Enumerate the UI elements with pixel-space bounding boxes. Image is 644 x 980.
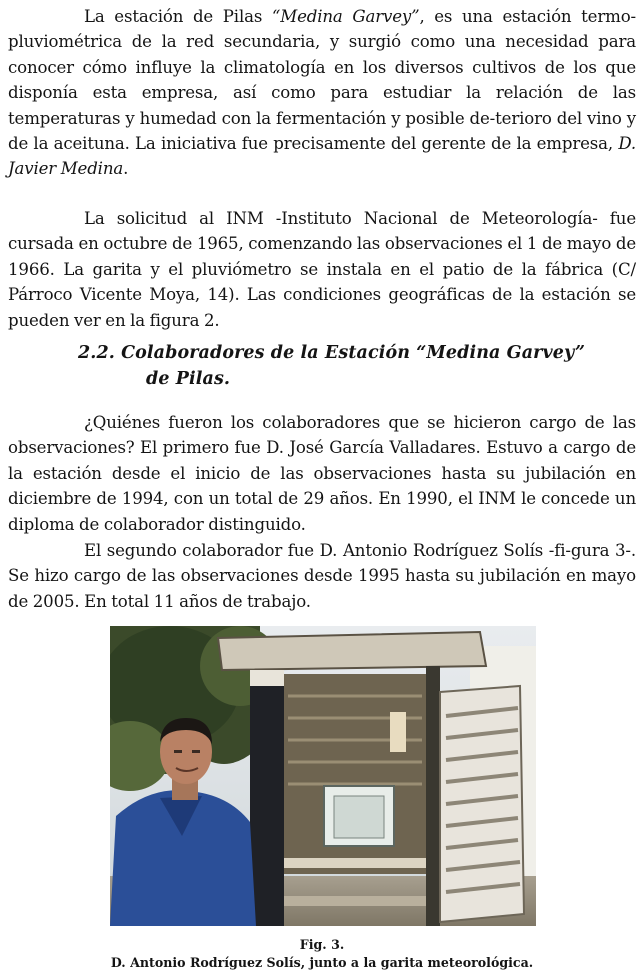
paragraph-text: . <box>123 159 129 179</box>
section-heading-line: de Pilas. <box>146 369 231 389</box>
figure-caption: D. Antonio Rodríguez Solís, junto a la garita meteorológica. <box>110 955 534 970</box>
paragraph-text: , es una estación termo-pluviométrica de la red secundaria, y surgió como una necesidad para conocer cómo influye la climatología en los diversos cultivos de los que disponía esta empresa, así como para estudiar la relación de las temperaturas y humedad con la fermentación y posible de-terioro del vino y de la aceituna. La iniciativa fue precisamente del gerente de la empresa, <box>8 7 637 154</box>
paragraph-second-collaborator: El segundo colaborador fue D. Antonio Rodríguez Solís -fi-gura 3-. Se hizo cargo de las observaciones desde 1995 hasta su jubilación en mayo de 2005. En total 11 años de trabajo. <box>8 541 636 611</box>
paragraph-station-intro <box>8 4 636 182</box>
station-name-emphasis: “Medina Garvey” <box>271 7 420 26</box>
section-heading-line: 2.2. Colaboradores de la Estación “Medina Garvey” <box>78 343 586 363</box>
manager-name-emphasis: D. Javier Medina <box>8 134 636 179</box>
figure-photo <box>110 626 536 926</box>
paragraph-first-collaborator: ¿Quiénes fueron los colaboradores que se hicieron cargo de las observaciones? El primero fue D. José García Valladares. Estuvo a cargo de la estación desde el inicio de las observaciones hasta su jubilación en diciembre de 1994, con un total de 29 años. En 1990, el INM le concede un diploma de colaborador distinguido. <box>8 413 636 534</box>
paragraph-text: La estación de Pilas <box>84 7 272 26</box>
figure-label: Fig. 3. <box>299 937 345 952</box>
paragraph-inm-request: La solicitud al INM -Instituto Nacional de Meteorología- fue cursada en octubre de 1965, comenzando las observaciones el 1 de mayo de 1966. La garita y el pluviómetro se instala en el patio de la fábrica (C/ Párroco Vicente Moya, 14). Las condiciones geográficas de la estación se pueden ver en la figura 2. <box>8 209 636 330</box>
section-heading <box>78 340 638 392</box>
photo-illustration <box>110 626 536 926</box>
